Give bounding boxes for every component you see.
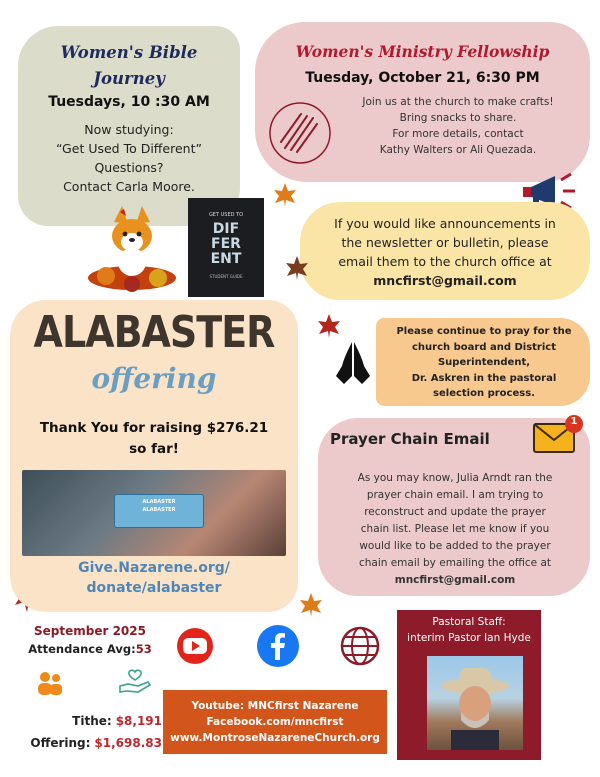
maple-leaf-icon	[272, 182, 298, 208]
alabaster-logo: ALABASTER	[33, 306, 275, 358]
maple-leaf-icon	[298, 592, 324, 618]
giving-hand-icon	[118, 668, 152, 696]
announcements-card	[300, 202, 590, 300]
prayer-request-card	[376, 318, 590, 406]
facebook-icon[interactable]	[256, 624, 300, 668]
facebook-link[interactable]: Facebook.com/mncfirst	[206, 716, 344, 728]
pastor-photo	[427, 656, 523, 750]
notification-badge: 1	[570, 416, 578, 427]
prayer-chain-title: Prayer Chain Email	[330, 430, 490, 448]
bible-journey-title: Women's Bible Journey	[60, 43, 198, 88]
prayer-request-text: Please continue to pray for the church board and District Superintendent, Dr. Askren in the pastoral selection process.	[396, 326, 572, 399]
alabaster-box: ALABASTER ALABASTER	[114, 494, 204, 528]
book-cover: GET USED TO DIF FER ENT STUDENT GUIDE	[188, 198, 264, 297]
announcements-email[interactable]: mncfirst@gmail.com	[373, 273, 517, 288]
alabaster-thanks: Thank You for raising $276.21 so far!	[39, 420, 269, 457]
book-title: DIF FER ENT	[210, 221, 242, 267]
corgi-illustration	[86, 202, 178, 292]
alabaster-card	[10, 300, 298, 612]
people-icon	[36, 670, 64, 696]
bible-journey-card	[18, 26, 240, 226]
pastoral-staff-card	[397, 610, 541, 760]
giving-stats	[22, 710, 162, 754]
alabaster-box-photo	[22, 470, 286, 556]
pastoral-staff-text: Pastoral Staff: interim Pastor Ian Hyde	[407, 616, 531, 644]
youtube-link[interactable]: Youtube: MNCfirst Nazarene	[191, 700, 359, 712]
prayer-chain-text: As you may know, Julia Arndt ran the prayer chain email. I am trying to reconstruct and update the prayer chain list. Please let me know if you would like to be added to the prayer chain email by emailing the office at mncfirst@gmail.com	[330, 470, 580, 589]
fellowship-date: Tuesday, October 21, 6:30 PM	[305, 70, 540, 86]
offering-row: Offering: $1,698.83	[30, 736, 162, 750]
bible-journey-details: Now studying: “Get Used To Different” Questions? Contact Carla Moore.	[56, 122, 202, 194]
fellowship-title: Women's Ministry Fellowship	[295, 42, 550, 61]
youtube-icon[interactable]	[168, 627, 222, 665]
social-links	[163, 698, 387, 746]
attendance-stats	[20, 624, 160, 656]
announcements-text: If you would like announcements in the newsletter or bulletin, please email them to the church office at mncfirst@gmail.com	[310, 214, 580, 290]
prayer-chain-email[interactable]: mncfirst@gmail.com	[394, 574, 516, 586]
attendance-average: Attendance Avg:53	[28, 642, 152, 656]
tithe-row: Tithe: $8,191	[72, 714, 162, 728]
fellowship-card	[255, 22, 590, 182]
website-globe-icon[interactable]	[340, 626, 380, 666]
website-link[interactable]: www.MontroseNazareneChurch.org	[170, 732, 380, 744]
email-icon	[530, 414, 586, 456]
alabaster-offering-script: offering	[91, 362, 217, 395]
fellowship-details: Join us at the church to make crafts! Bring snacks to share. For more details, contact Kathy Walters or Ali Quezada.	[362, 96, 554, 156]
maple-leaf-icon	[316, 312, 342, 340]
alabaster-donate-link[interactable]: Give.Nazarene.org/ donate/alabaster	[78, 560, 230, 596]
stats-month: September 2025	[34, 624, 146, 638]
maple-leaf-icon	[284, 254, 310, 282]
praying-hands-icon	[332, 340, 374, 390]
social-links-box	[163, 690, 387, 754]
craft-brushes-icon	[267, 100, 333, 166]
bible-journey-time: Tuesdays, 10 :30 AM	[48, 94, 210, 110]
